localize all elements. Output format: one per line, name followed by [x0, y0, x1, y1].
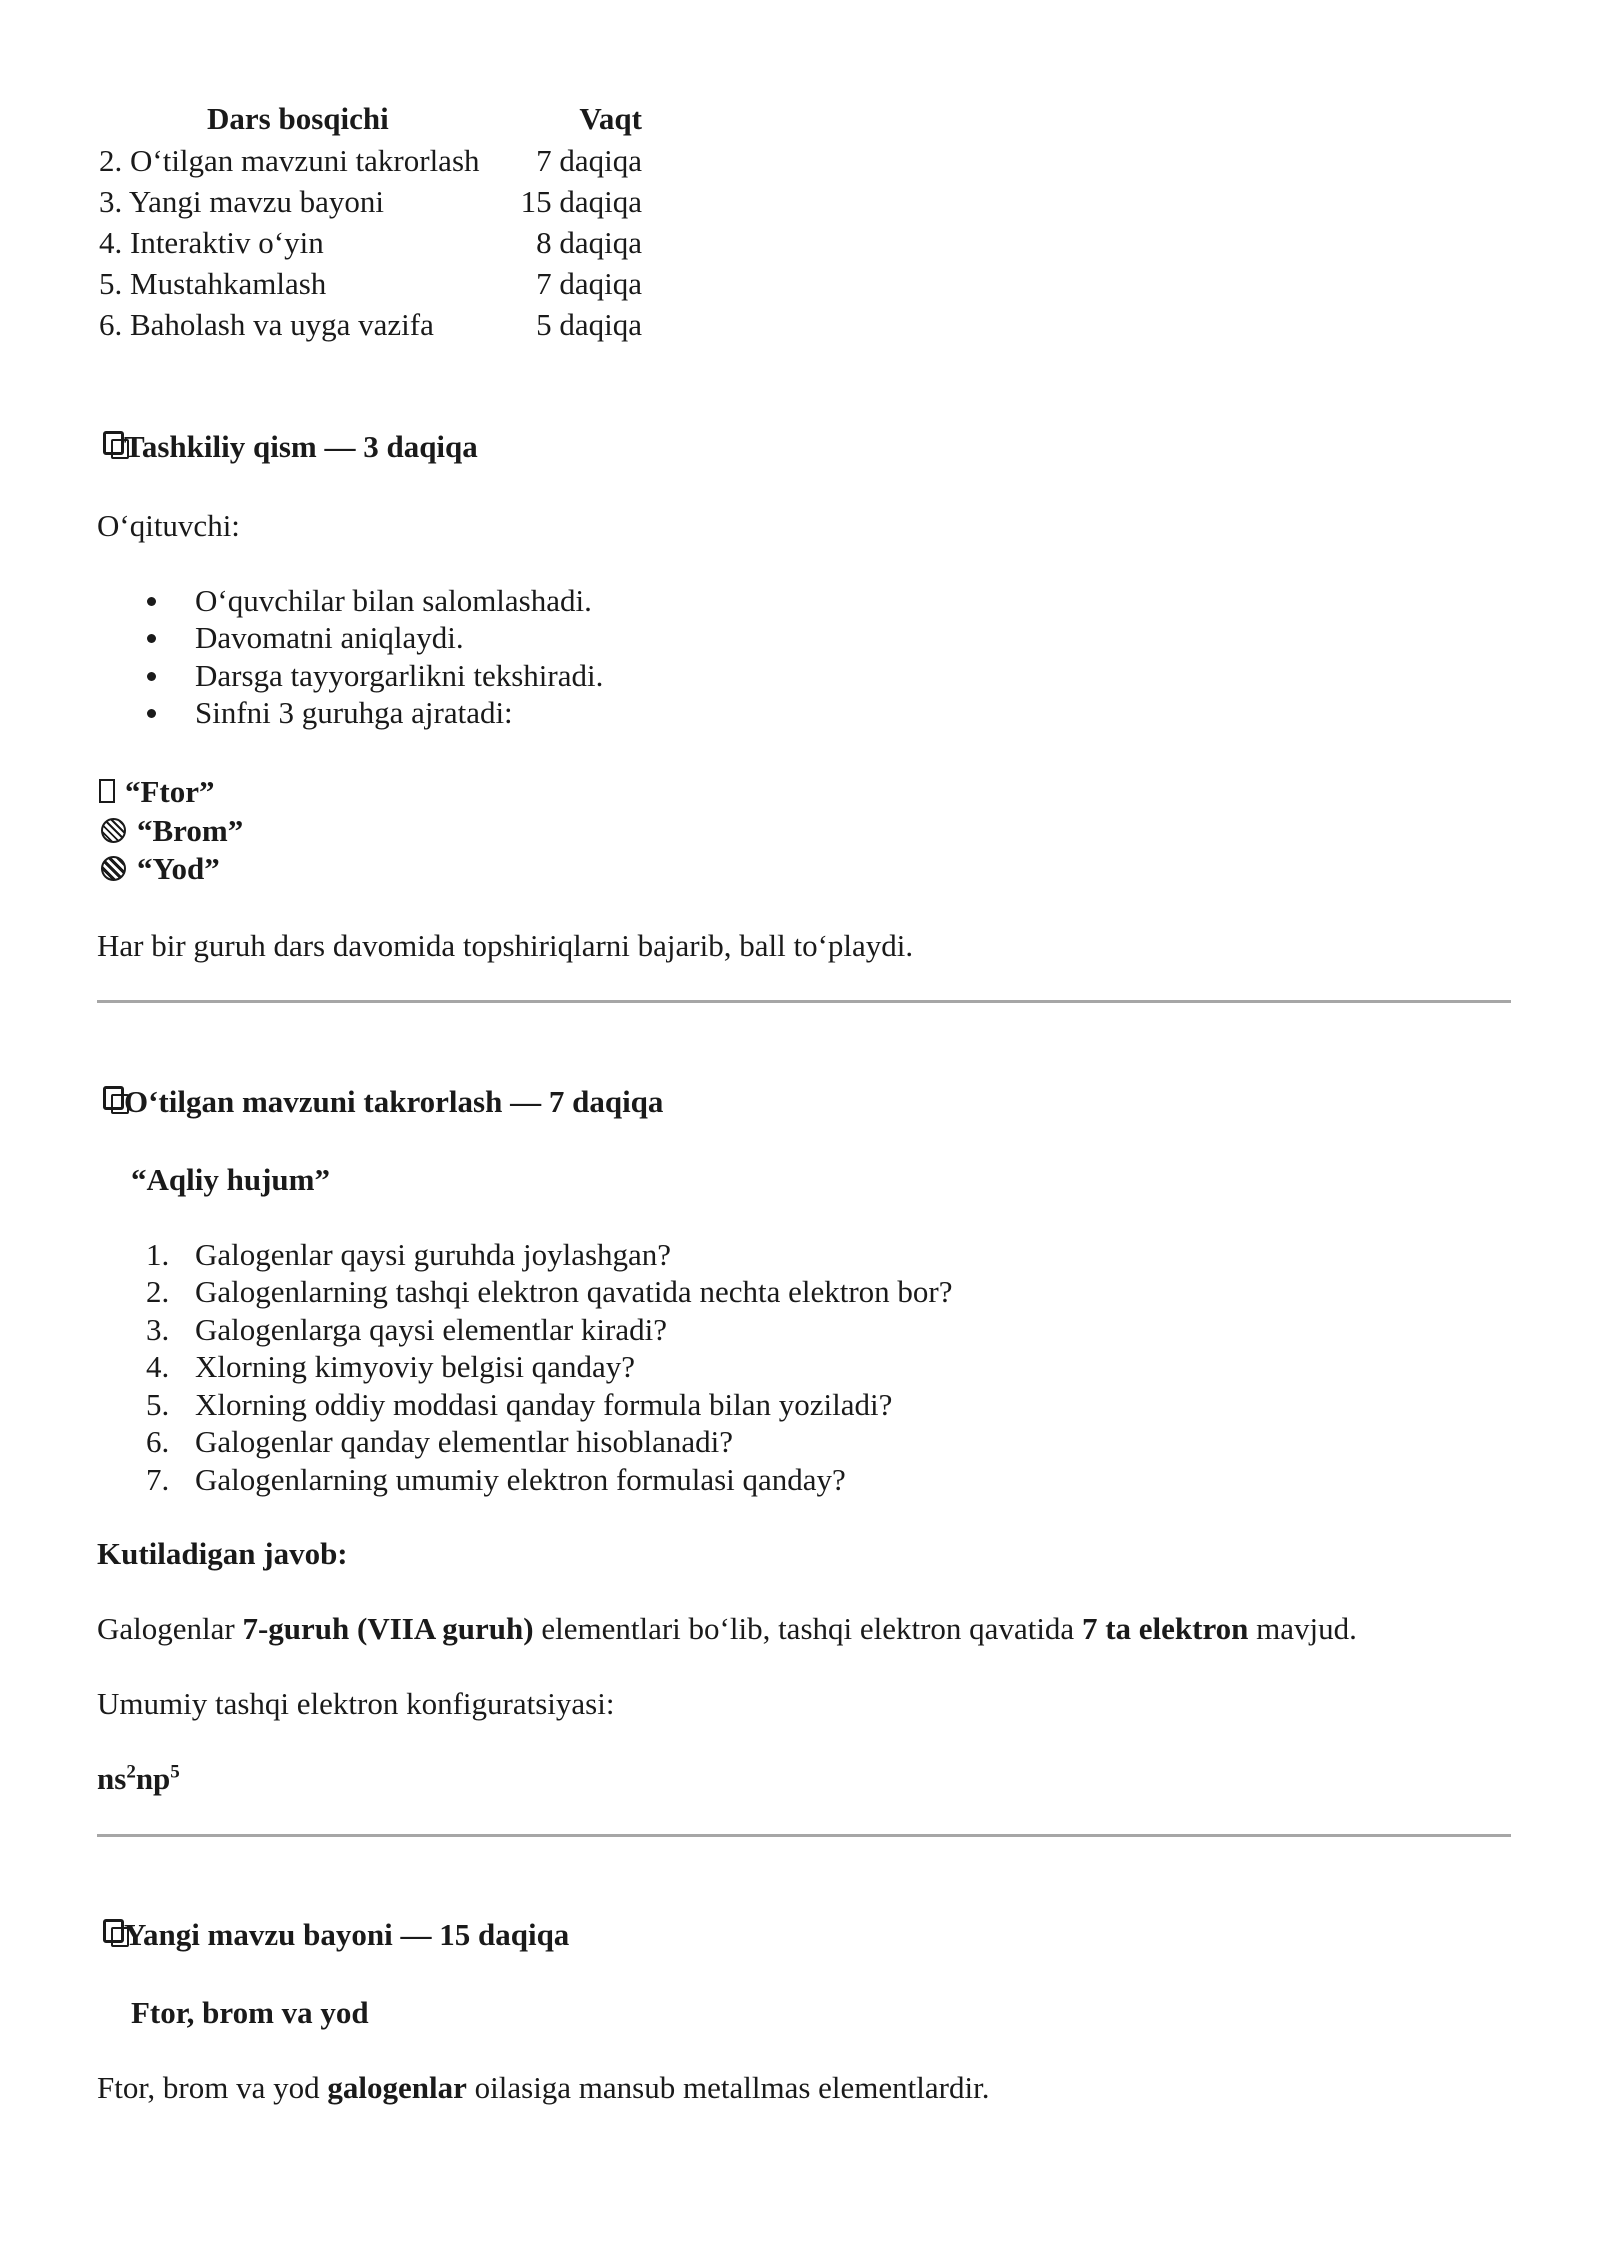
bullet	[147, 597, 156, 606]
electron-formula: $ns^2np^5$	[97, 1761, 180, 1796]
table-row-stage: 5. Mustahkamlash	[99, 266, 327, 301]
table-header-time: Vaqt	[579, 101, 642, 136]
table-row-time: 7 daqiqa	[536, 143, 642, 178]
list-item: Sinfni 3 guruhga ajratadi:	[195, 695, 513, 730]
table-row-time: 5 daqiqa	[536, 307, 642, 342]
table-row-stage: 3. Yangi mavzu bayoni	[99, 184, 385, 219]
list-item: Xlorning kimyoviy belgisi qanday?	[195, 1349, 635, 1384]
horizontal-rule	[97, 1834, 1511, 1837]
configuration-label: Umumiy tashqi elektron konfiguratsiyasi:	[97, 1686, 615, 1721]
list-number: 5.	[146, 1387, 170, 1422]
list-item: Xlorning oddiy moddasi qanday formula bilan yoziladi?	[195, 1387, 893, 1422]
table-row-time: 15 daqiqa	[520, 184, 642, 219]
list-number: 1.	[146, 1237, 170, 1272]
section-heading-organizational: Tashkiliy qism — 3 daqiqa	[124, 429, 478, 464]
new-topic-text: Ftor, brom va yod galogenlar oilasiga mansub metallmas elementlardir.	[97, 2070, 990, 2105]
table-row-stage: 6. Baholash va uyga vazifa	[99, 307, 434, 342]
keycap-2-icon	[103, 1086, 124, 1110]
horizontal-rule	[97, 1000, 1511, 1003]
bullet	[147, 672, 156, 681]
table-header-stage: Dars bosqichi	[207, 101, 389, 136]
bullet	[147, 634, 156, 643]
section-heading-new-topic: Yangi mavzu bayoni — 15 daqiqa	[124, 1917, 570, 1952]
list-number: 6.	[146, 1424, 170, 1459]
group-note: Har bir guruh dars davomida topshiriqlarni bajarib, ball to‘playdi.	[97, 928, 914, 963]
table-row-time: 7 daqiqa	[536, 266, 642, 301]
list-item: Davomatni aniqlaydi.	[195, 620, 464, 655]
keycap-3-icon	[103, 1919, 124, 1943]
table-row-stage: 4. Interaktiv o‘yin	[99, 225, 324, 260]
new-topic-subheading: Ftor, brom va yod	[131, 1995, 369, 2030]
list-item: Darsga tayyorgarlikni tekshiradi.	[195, 658, 604, 693]
table-row-stage: 2. O‘tilgan mavzuni takrorlash	[99, 143, 480, 178]
list-number: 7.	[146, 1462, 170, 1497]
group-brom: “Brom”	[137, 813, 244, 848]
list-item: Galogenlarga qaysi elementlar kiradi?	[195, 1312, 667, 1347]
list-number: 4.	[146, 1349, 170, 1384]
purple-circle-icon	[101, 856, 126, 881]
orange-circle-icon	[101, 818, 126, 843]
expected-answer-label: Kutiladigan javob:	[97, 1536, 348, 1571]
group-ftor: “Ftor”	[125, 774, 215, 809]
list-item: Galogenlar qaysi guruhda joylashgan?	[195, 1237, 672, 1272]
list-number: 3.	[146, 1312, 170, 1347]
keycap-1-icon	[103, 431, 124, 455]
bullet	[147, 709, 156, 718]
list-number: 2.	[146, 1274, 170, 1309]
blue-circle-icon	[99, 779, 115, 803]
brainstorm-subheading: “Aqliy hujum”	[131, 1162, 330, 1197]
teacher-label: O‘qituvchi:	[97, 508, 240, 543]
list-item: O‘quvchilar bilan salomlashadi.	[195, 583, 592, 618]
section-heading-review: O‘tilgan mavzuni takrorlash — 7 daqiqa	[124, 1084, 664, 1119]
table-row-time: 8 daqiqa	[536, 225, 642, 260]
group-yod: “Yod”	[137, 851, 220, 886]
list-item: Galogenlarning umumiy elektron formulasi qanday?	[195, 1462, 846, 1497]
list-item: Galogenlar qanday elementlar hisoblanadi?	[195, 1424, 733, 1459]
expected-answer-text: Galogenlar 7-guruh (VIIA guruh) elementlari bo‘lib, tashqi elektron qavatida 7 ta elektron mavjud.	[97, 1611, 1357, 1646]
list-item: Galogenlarning tashqi elektron qavatida nechta elektron bor?	[195, 1274, 953, 1309]
